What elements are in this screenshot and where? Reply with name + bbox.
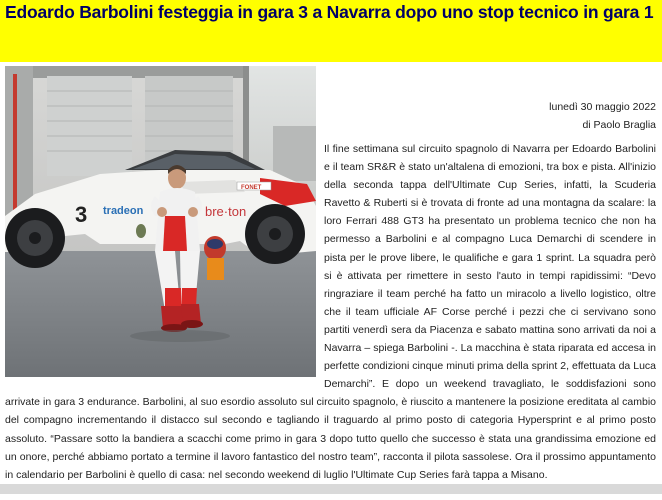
article-date: lunedì 30 maggio 2022 <box>549 101 656 113</box>
race-car-photo <box>5 66 316 377</box>
sponsor-logo-left: tradeon <box>103 205 144 217</box>
article-body <box>5 66 656 484</box>
article-title: Edoardo Barbolini festeggia in gara 3 a Navarra dopo uno stop tecnico in gara 1 <box>5 2 654 22</box>
footer-divider <box>0 484 662 494</box>
sponsor-sticker: FONET <box>241 185 262 191</box>
article-author: di Paolo Braglia <box>582 119 656 131</box>
sponsor-logo-right: bre·ton <box>205 204 247 219</box>
headline-bar <box>0 0 662 62</box>
article-text: Il fine settimana sul circuito spagnolo di Navarra per Edoardo Barbolini e il team SR&R è stato un'altalena di emozioni, tra box e pista. All'inizio della seconda tappa dell'Ultimate Cup Series, infatti, la Scuderia Ravetto & Ruberti si è trovata di fronte ad una montagna da scalare: la loro Ferrari 488 GT3 ha presentato un problema tecnico che non ha permesso a Barbolini e al compagno Luca Demarchi di scendere in pista per le prove libere, le qualifiche e gara 1 sprint. La squadra però si è attivata per rimettere in sesto l'auto in tempi rapidissimi: “Devo ringraziare il team perché ha fatto un miracolo a livello logistico, oltre che il team ufficiale AF Corse perché i pezzi che ci servivano sono partiti venerdì sera da Piacenza e sabato mattina sono arrivati da noi a Navarra – spiega Barbolini -. La macchina è stata riparata ed accesa in perfette condizioni cinque minuti prima della sprint 2, effettuata da Luca Demarchi”. E dopo un weekend travagliato, le soddisfazioni sono arrivate in gara 3 endurance. Barbolini, al suo esordio assoluto sul circuito spagnolo, è riuscito a mantenere la posizione ereditata al cambio del compagno incrementando il distacco sul secondo e tagliando il traguardo al primo posto di categoria Hypersprint e al primo posto assoluto. “Passare sotto la bandiera a scacchi come primo in gara 3 dopo tutto quello che successo è stata una grandissima emozione ed un onore, perché abbiamo portato a termine il lavoro fantastico del nostro team”, racconta il pilota sassolese. Ora il prossimo appuntamento in calendario per Barbolini è quello di casa: nel secondo weekend di luglio l'Ultimate Cup Series farà tappa a Misano. <box>5 143 656 481</box>
article-photo <box>5 66 316 377</box>
car-number: 3 <box>75 202 88 227</box>
